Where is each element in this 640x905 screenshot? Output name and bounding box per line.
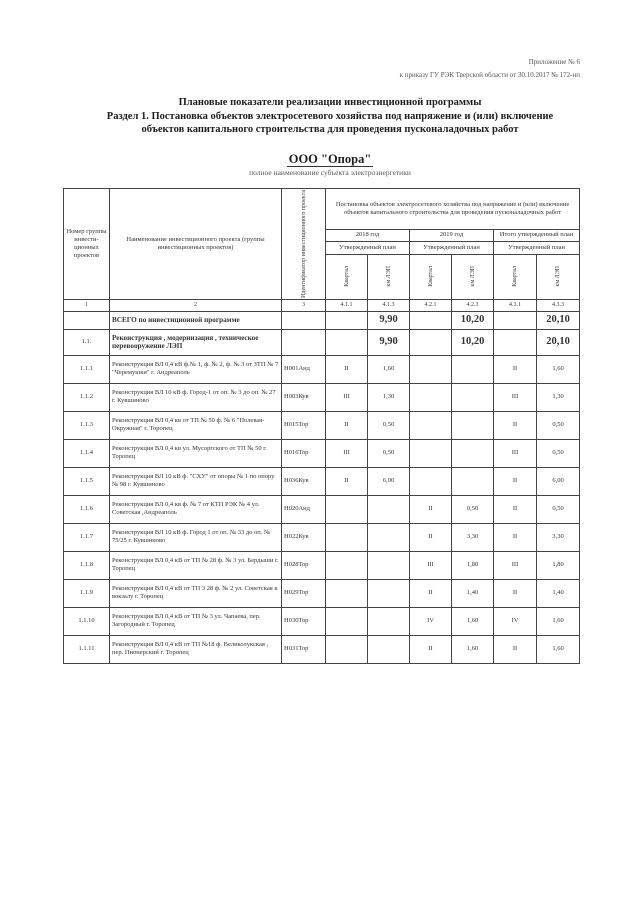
header-year-2019: 2019 год bbox=[410, 229, 494, 241]
title-line-2: Раздел 1. Постановка объектов электросетевого хозяйства под напряжение и (или) включение bbox=[106, 110, 554, 122]
row-name: Реконструкция ВЛ 0,4 кВ от ТП 3 28 ф. № 2 ул. Советская к вокзалу г. Торопец bbox=[110, 579, 282, 607]
header-quarter-2018-text: Квартал bbox=[343, 266, 350, 288]
index-cell: 4.2.1 bbox=[410, 299, 452, 311]
row-km-2019 bbox=[452, 467, 494, 495]
organization-name bbox=[60, 152, 600, 167]
appendix-note bbox=[400, 56, 580, 82]
row-quarter-2019 bbox=[410, 355, 452, 383]
row-quarter-total: II bbox=[494, 495, 537, 523]
row-quarter-2019: III bbox=[410, 551, 452, 579]
document-title bbox=[60, 96, 600, 137]
table-row bbox=[64, 383, 580, 411]
header-km-2019 bbox=[452, 254, 494, 299]
index-cell: 1 bbox=[64, 299, 110, 311]
header-quarter-total bbox=[494, 254, 537, 299]
title-line-1: Плановые показатели реализации инвестиционной программы bbox=[178, 97, 482, 108]
header-project-id-text: Идентификатор инвестиционного проекта bbox=[300, 190, 307, 298]
row-km-2018 bbox=[368, 523, 410, 551]
row-km-2018: 0,50 bbox=[368, 439, 410, 467]
header-total-plan: Итого утвержденный план bbox=[494, 229, 580, 241]
header-group-number: Номер группы инвести-ционных проектов bbox=[64, 189, 110, 300]
row-km-2018 bbox=[368, 607, 410, 635]
row-km-2018: 0,50 bbox=[368, 411, 410, 439]
total-id bbox=[282, 311, 326, 329]
row-number: 1.1.1 bbox=[64, 355, 110, 383]
row-km-2019: 0,50 bbox=[452, 495, 494, 523]
group-q2018 bbox=[326, 329, 368, 355]
row-name: Реконструкция ВЛ 10 кВ ф. Город-1 от оп. № 3 до оп. № 27 г. Кувшиново bbox=[110, 383, 282, 411]
row-quarter-2019: IV bbox=[410, 607, 452, 635]
index-cell: 4.1.3 bbox=[368, 299, 410, 311]
row-km-total: 0,50 bbox=[537, 495, 580, 523]
row-name: Реконструкция ВЛ 10 кВ ф. "СХУ" от опоры № 1 по опору № 98 г. Кувшиново bbox=[110, 467, 282, 495]
row-km-total: 1,30 bbox=[537, 383, 580, 411]
row-quarter-2019 bbox=[410, 411, 452, 439]
row-number: 1.1.3 bbox=[64, 411, 110, 439]
total-name: ВСЕГО по инвестиционной программе bbox=[110, 311, 282, 329]
title-line-3: объектов капитального строительства для проведения пусконаладочных работ bbox=[141, 124, 519, 135]
row-quarter-2018: III bbox=[326, 383, 368, 411]
total-number bbox=[64, 311, 110, 329]
total-qtotal bbox=[494, 311, 537, 329]
header-km-total bbox=[537, 254, 580, 299]
organization-name-text: ООО "Опора" bbox=[288, 152, 372, 166]
row-km-total: 1,80 bbox=[537, 551, 580, 579]
row-km-2019 bbox=[452, 439, 494, 467]
group-name: Реконструкция , модернизация , техническое перевооружение ЛЭП bbox=[110, 329, 282, 355]
row-quarter-2018 bbox=[326, 551, 368, 579]
row-quarter-total: II bbox=[494, 523, 537, 551]
row-quarter-2018: II bbox=[326, 467, 368, 495]
index-cell: 4.3.3 bbox=[537, 299, 580, 311]
row-project-id: Н016Тор bbox=[282, 439, 326, 467]
table-row bbox=[64, 635, 580, 663]
row-km-2019: 3,30 bbox=[452, 523, 494, 551]
header-km-total-text: км ЛЭП bbox=[555, 266, 562, 288]
total-q2019 bbox=[410, 311, 452, 329]
header-quarter-2018 bbox=[326, 254, 368, 299]
row-project-id: Н003Кув bbox=[282, 383, 326, 411]
total-km2018: 9,90 bbox=[368, 311, 410, 329]
row-quarter-2019 bbox=[410, 439, 452, 467]
row-number: 1.1.8 bbox=[64, 551, 110, 579]
row-km-total: 1,60 bbox=[537, 635, 580, 663]
group-row bbox=[64, 329, 580, 355]
row-number: 1.1.4 bbox=[64, 439, 110, 467]
header-year-2018: 2018 год bbox=[326, 229, 410, 241]
appendix-line-1: Приложение № 6 bbox=[528, 58, 580, 66]
row-km-2018: 1,60 bbox=[368, 355, 410, 383]
row-km-2019: 1,60 bbox=[452, 607, 494, 635]
row-quarter-2019: II bbox=[410, 579, 452, 607]
row-name: Реконструкция ВЛ 0,4 кв от ТП № 50 ф. № 6 "Полевая-Окружная" г. Торопец bbox=[110, 411, 282, 439]
table-row bbox=[64, 551, 580, 579]
header-km-2018 bbox=[368, 254, 410, 299]
header-project-name: Наименование инвестиционного проекта (группы инвестиционных проектов) bbox=[110, 189, 282, 300]
group-kmtotal: 20,10 bbox=[537, 329, 580, 355]
row-km-2019 bbox=[452, 411, 494, 439]
row-quarter-2018 bbox=[326, 579, 368, 607]
row-name: Реконструкция ВЛ 0,4 кВ ф.№ 1, ф. № 2, ф. № 3 от ЗТП № 7 "Черемушки" г. Андреаполь bbox=[110, 355, 282, 383]
row-km-total: 3,30 bbox=[537, 523, 580, 551]
row-quarter-total: III bbox=[494, 383, 537, 411]
row-km-total: 1,60 bbox=[537, 355, 580, 383]
header-approved-plan-2019: Утвержденный план bbox=[410, 242, 494, 254]
row-number: 1.1.7 bbox=[64, 523, 110, 551]
row-project-id: Н028Тор bbox=[282, 551, 326, 579]
row-quarter-total: II bbox=[494, 635, 537, 663]
row-number: 1.1.2 bbox=[64, 383, 110, 411]
header-main-group: Постановка объектов электросетевого хозяйства под напряжение и (или) включение объектов капитального строительства для проведения пусконаладочных работ bbox=[326, 189, 580, 230]
group-q2019 bbox=[410, 329, 452, 355]
index-cell: 4.1.1 bbox=[326, 299, 368, 311]
investment-table bbox=[63, 188, 580, 664]
row-km-2019 bbox=[452, 355, 494, 383]
row-km-2018: 1,30 bbox=[368, 383, 410, 411]
row-number: 1.1.5 bbox=[64, 467, 110, 495]
row-quarter-total: IV bbox=[494, 607, 537, 635]
group-qtotal bbox=[494, 329, 537, 355]
total-km2019: 10,20 bbox=[452, 311, 494, 329]
row-project-id: Н020Анд bbox=[282, 495, 326, 523]
row-quarter-total: II bbox=[494, 411, 537, 439]
table-row bbox=[64, 467, 580, 495]
total-q2018 bbox=[326, 311, 368, 329]
header-quarter-total-text: Квартал bbox=[512, 266, 518, 288]
row-name: Реконструкция ВЛ 0,4 кв ул. Мусоргского от ТП № 50 г. Торопец bbox=[110, 439, 282, 467]
header-quarter-2019-text: Квартал bbox=[427, 266, 434, 288]
row-quarter-total: III bbox=[494, 439, 537, 467]
row-km-2019: 1,60 bbox=[452, 635, 494, 663]
group-id bbox=[282, 329, 326, 355]
row-km-total: 6,00 bbox=[537, 467, 580, 495]
header-approved-plan-total: Утвержденный план bbox=[494, 242, 580, 254]
row-quarter-2019 bbox=[410, 467, 452, 495]
row-project-id: Н001Анд bbox=[282, 355, 326, 383]
group-km2018: 9,90 bbox=[368, 329, 410, 355]
row-quarter-2018 bbox=[326, 635, 368, 663]
row-km-total: 1,60 bbox=[537, 607, 580, 635]
row-quarter-total: III bbox=[494, 551, 537, 579]
row-number: 1.1.10 bbox=[64, 607, 110, 635]
row-quarter-2018 bbox=[326, 607, 368, 635]
row-number: 1.1.11 bbox=[64, 635, 110, 663]
row-name: Реконструкция ВЛ 0,4 кВ от ТП № 28 ф. № 3 ул. Бердыши г. Торопец bbox=[110, 551, 282, 579]
appendix-line-2: к приказу ГУ РЭК Тверской области от 30.10.2017 № 172-нп bbox=[399, 71, 580, 79]
table-row bbox=[64, 355, 580, 383]
index-cell: 4.3.1 bbox=[494, 299, 537, 311]
table-row bbox=[64, 439, 580, 467]
row-km-2018 bbox=[368, 551, 410, 579]
row-quarter-2019: II bbox=[410, 523, 452, 551]
row-km-2019 bbox=[452, 383, 494, 411]
row-quarter-2018: II bbox=[326, 355, 368, 383]
row-project-id: Н029Тор bbox=[282, 579, 326, 607]
header-km-2019-text: км ЛЭП bbox=[469, 266, 476, 288]
row-km-total: 1,40 bbox=[537, 579, 580, 607]
row-quarter-2019 bbox=[410, 383, 452, 411]
row-quarter-total: II bbox=[494, 355, 537, 383]
total-row bbox=[64, 311, 580, 329]
group-number: 1.1. bbox=[64, 329, 110, 355]
row-number: 1.1.6 bbox=[64, 495, 110, 523]
row-quarter-2019: II bbox=[410, 635, 452, 663]
row-quarter-total: II bbox=[494, 579, 537, 607]
row-name: Реконструкция ВЛ 0,4 кВ от ТП №18 ф. Великолукская , пер. Пионерский г. Торопец bbox=[110, 635, 282, 663]
index-cell: 3 bbox=[282, 299, 326, 311]
index-cell: 2 bbox=[110, 299, 282, 311]
table-row bbox=[64, 495, 580, 523]
header-km-2018-text: км ЛЭП bbox=[385, 266, 392, 288]
row-name: Реконструкция ВЛ 10 кВ ф. Город 1 от оп. № 33 до оп. № 75/25 г. Кувшиново bbox=[110, 523, 282, 551]
row-km-2019: 1,40 bbox=[452, 579, 494, 607]
organization-caption: полное наименование субъекта электроэнергетики bbox=[249, 168, 411, 177]
row-project-id: Н036Кув bbox=[282, 467, 326, 495]
index-cell: 4.2.3 bbox=[452, 299, 494, 311]
row-km-2018 bbox=[368, 495, 410, 523]
row-project-id: Н022Кув bbox=[282, 523, 326, 551]
total-kmtotal: 20,10 bbox=[537, 311, 580, 329]
row-quarter-2018 bbox=[326, 495, 368, 523]
row-quarter-2018: II bbox=[326, 411, 368, 439]
table-row bbox=[64, 607, 580, 635]
row-km-total: 0,50 bbox=[537, 411, 580, 439]
row-project-id: Н030Тор bbox=[282, 607, 326, 635]
header-project-id bbox=[282, 189, 326, 300]
row-km-2018: 6,00 bbox=[368, 467, 410, 495]
header-quarter-2019 bbox=[410, 254, 452, 299]
index-row bbox=[64, 299, 580, 311]
row-km-2018 bbox=[368, 635, 410, 663]
row-km-total: 0,50 bbox=[537, 439, 580, 467]
row-name: Реконструкция ВЛ 0,4 кв ф. № 7 от КТП РЭК № 4 ул. Советская ,Андреаполь bbox=[110, 495, 282, 523]
header-approved-plan-2018: Утвержденный план bbox=[326, 242, 410, 254]
row-km-2018 bbox=[368, 579, 410, 607]
row-number: 1.1.9 bbox=[64, 579, 110, 607]
row-quarter-2018: III bbox=[326, 439, 368, 467]
row-km-2019: 1,80 bbox=[452, 551, 494, 579]
row-quarter-total: II bbox=[494, 467, 537, 495]
row-quarter-2019: II bbox=[410, 495, 452, 523]
row-quarter-2018 bbox=[326, 523, 368, 551]
table-row bbox=[64, 579, 580, 607]
row-project-id: Н031Тор bbox=[282, 635, 326, 663]
group-km2019: 10,20 bbox=[452, 329, 494, 355]
table-row bbox=[64, 411, 580, 439]
table-row bbox=[64, 523, 580, 551]
row-project-id: Н015Тор bbox=[282, 411, 326, 439]
row-name: Реконструкция ВЛ 0,4 кВ от ТП № 3 ул. Чапаева, пер. Загородный г. Торопец bbox=[110, 607, 282, 635]
